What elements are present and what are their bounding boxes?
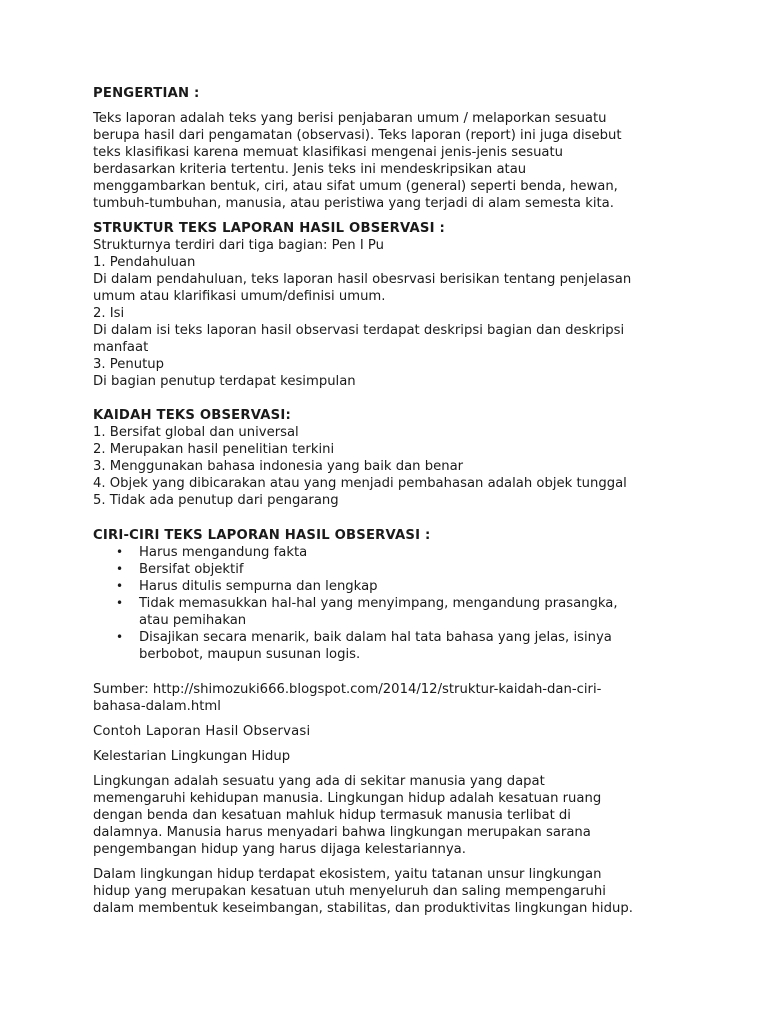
list-item-text: Tidak memasukkan hal-hal yang menyimpang, mengandung prasangka,: [139, 596, 618, 611]
bullet-icon: •: [116, 545, 124, 559]
text-line: manfaat: [93, 340, 149, 355]
text-line: 3. Penutup: [93, 357, 164, 372]
text-line: Strukturnya terdiri dari tiga bagian: Pen I Pu: [93, 238, 384, 253]
document-page: [93, 85, 693, 917]
source-line: bahasa-dalam.html: [93, 699, 221, 714]
list-item-text: atau pemihakan: [139, 613, 247, 628]
text-line: 1. Pendahuluan: [93, 255, 196, 270]
text-line: memengaruhi kehidupan manusia. Lingkungan hidup adalah kesatuan ruang: [93, 791, 602, 806]
text-line: teks klasifikasi karena memuat klasifikasi mengenai jenis-jenis sesuatu: [93, 145, 564, 160]
kaidah-list: [93, 424, 693, 509]
text-line: menggambarkan bentuk, ciri, atau sifat umum (general) seperti benda, hewan,: [93, 179, 618, 194]
pengertian-paragraph: [93, 110, 693, 212]
ciri-list: [93, 544, 693, 663]
list-item: 2. Merupakan hasil penelitian terkini: [93, 442, 335, 457]
list-item-text: berbobot, maupun susunan logis.: [139, 647, 361, 662]
list-item: 1. Bersifat global dan universal: [93, 425, 299, 440]
example-title: Contoh Laporan Hasil Observasi: [93, 724, 311, 739]
text-line: tumbuh-tumbuhan, manusia, atau peristiwa yang terjadi di alam semesta kita.: [93, 196, 614, 211]
list-item: [116, 561, 693, 578]
text-line: Dalam lingkungan hidup terdapat ekosistem, yaitu tatanan unsur lingkungan: [93, 867, 602, 882]
text-line: berupa hasil dari pengamatan (observasi). Teks laporan (report) ini juga disebut: [93, 128, 622, 143]
example-paragraph-1: [93, 773, 693, 858]
text-line: Lingkungan adalah sesuatu yang ada di sekitar manusia yang dapat: [93, 774, 545, 789]
example-paragraph-2: [93, 866, 693, 917]
list-item-text: Bersifat objektif: [139, 562, 244, 577]
list-item: 4. Objek yang dibicarakan atau yang menjadi pembahasan adalah objek tunggal: [93, 476, 627, 491]
text-line: pengembangan hidup yang harus dijaga kelestariannya.: [93, 842, 466, 857]
text-line: hidup yang merupakan kesatuan utuh menyeluruh dan saling mempengaruhi: [93, 884, 606, 899]
text-line: Di dalam isi teks laporan hasil observasi terdapat deskripsi bagian dan deskripsi: [93, 323, 625, 338]
ciri-heading: CIRI-CIRI TEKS LAPORAN HASIL OBSERVASI :: [93, 528, 431, 543]
text-line: berdasarkan kriteria tertentu. Jenis teks ini mendeskripsikan atau: [93, 162, 527, 177]
list-item-text: Disajikan secara menarik, baik dalam hal tata bahasa yang jelas, isinya: [139, 630, 612, 645]
bullet-icon: •: [116, 630, 124, 644]
list-item: [116, 578, 693, 595]
list-item: [116, 544, 693, 561]
text-line: dengan benda dan kesatuan mahluk hidup termasuk manusia terlibat di: [93, 808, 571, 823]
list-item: 5. Tidak ada penutup dari pengarang: [93, 493, 339, 508]
list-item: [116, 595, 693, 629]
text-line: Di bagian penutup terdapat kesimpulan: [93, 374, 356, 389]
list-item-text: Harus ditulis sempurna dan lengkap: [139, 579, 378, 594]
bullet-icon: •: [116, 579, 124, 593]
source-citation: [93, 681, 693, 715]
source-line: Sumber: http://shimozuki666.blogspot.com/2014/12/struktur-kaidah-dan-ciri-: [93, 682, 602, 697]
text-line: Di dalam pendahuluan, teks laporan hasil obesrvasi berisikan tentang penjelasan: [93, 272, 632, 287]
bullet-icon: •: [116, 562, 124, 576]
text-line: dalamnya. Manusia harus menyadari bahwa lingkungan merupakan sarana: [93, 825, 591, 840]
kaidah-heading: KAIDAH TEKS OBSERVASI:: [93, 408, 291, 423]
text-line: dalam membentuk keseimbangan, stabilitas, dan produktivitas lingkungan hidup.: [93, 901, 633, 916]
struktur-section: [93, 237, 693, 390]
list-item: [116, 629, 693, 663]
text-line: Teks laporan adalah teks yang berisi penjabaran umum / melaporkan sesuatu: [93, 111, 607, 126]
struktur-heading: STRUKTUR TEKS LAPORAN HASIL OBSERVASI :: [93, 221, 445, 236]
text-line: umum atau klarifikasi umum/definisi umum.: [93, 289, 386, 304]
list-item-text: Harus mengandung fakta: [139, 545, 308, 560]
text-line: 2. Isi: [93, 306, 125, 321]
pengertian-heading: PENGERTIAN :: [93, 86, 200, 101]
bullet-icon: •: [116, 596, 124, 610]
example-subtitle: Kelestarian Lingkungan Hidup: [93, 749, 291, 764]
list-item: 3. Menggunakan bahasa indonesia yang baik dan benar: [93, 459, 464, 474]
